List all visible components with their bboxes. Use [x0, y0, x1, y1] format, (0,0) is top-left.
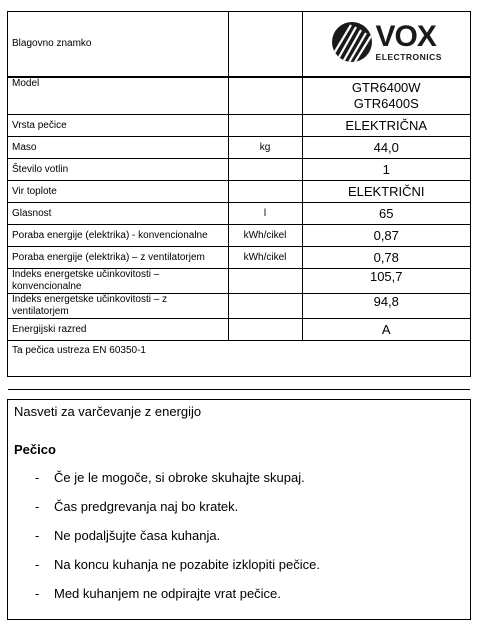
spec-label: Število votlin — [8, 159, 228, 181]
spec-value: 105,7 — [302, 269, 470, 294]
spec-value: 0,87 — [302, 225, 470, 247]
tip-text: Med kuhanjem ne odpirajte vrat pečice. — [54, 586, 281, 601]
trademark-label: Blagovno znamko — [8, 12, 228, 77]
spec-unit — [228, 181, 302, 203]
trademark-unit — [228, 12, 302, 77]
energy-tips-box — [7, 399, 471, 620]
table-row — [8, 181, 470, 203]
spec-unit: kWh/cikel — [228, 247, 302, 269]
table-row — [8, 294, 470, 319]
list-item — [14, 528, 464, 557]
spec-table — [8, 12, 470, 77]
spec-label: Energijski razred — [8, 319, 228, 341]
table-row — [8, 203, 470, 225]
list-item — [14, 470, 464, 499]
spec-label: Maso — [8, 137, 228, 159]
tip-text: Na koncu kuhanja ne pozabite izklopiti pečice. — [54, 557, 320, 572]
spec-value: A — [302, 319, 470, 341]
table-row — [8, 159, 470, 181]
spec-unit — [228, 269, 302, 294]
spec-label: Vrsta pečice — [8, 115, 228, 137]
spec-table-box — [7, 11, 471, 377]
table-row — [8, 225, 470, 247]
brand-subtitle: ELECTRONICS — [375, 52, 442, 63]
spec-rows — [8, 77, 470, 390]
table-row — [8, 115, 470, 137]
spec-label: Vir toplote — [8, 181, 228, 203]
spec-value: ELEKTRIČNI — [302, 181, 470, 203]
standard-note: Ta pečica ustreza EN 60350-1 — [8, 341, 470, 390]
list-item — [14, 586, 464, 615]
vox-stripes-icon — [331, 21, 373, 63]
tip-text: Čas predgrevanja naj bo kratek. — [54, 499, 239, 514]
tips-list — [14, 470, 464, 615]
spec-value: 94,8 — [302, 294, 470, 319]
spec-value: 65 — [302, 203, 470, 225]
dash-bullet-icon: - — [35, 499, 40, 514]
table-row — [8, 269, 470, 294]
spec-unit: kWh/cikel — [228, 225, 302, 247]
list-item — [14, 557, 464, 586]
spec-label: Indeks energetske učinkovitosti – z ventilatorjem — [8, 294, 228, 319]
table-row — [8, 137, 470, 159]
spec-value: GTR6400W GTR6400S — [302, 78, 470, 115]
spec-unit — [228, 115, 302, 137]
spec-value: ELEKTRIČNA — [302, 115, 470, 137]
spec-unit — [228, 294, 302, 319]
table-row-trademark — [8, 12, 470, 77]
list-item — [14, 499, 464, 528]
dash-bullet-icon: - — [35, 557, 40, 572]
spec-label: Glasnost — [8, 203, 228, 225]
table-row — [8, 319, 470, 341]
dash-bullet-icon: - — [35, 528, 40, 543]
spec-label: Indeks energetske učinkovitosti – konvencionalne — [8, 269, 228, 294]
spec-unit: kg — [228, 137, 302, 159]
table-row-note — [8, 341, 470, 390]
spec-unit — [228, 78, 302, 115]
tip-text: Ne podaljšujte časa kuhanja. — [54, 528, 221, 543]
tips-title: Nasveti za varčevanje z energijo — [14, 404, 202, 419]
spec-value: 0,78 — [302, 247, 470, 269]
brand-wordmark: VOX — [375, 20, 436, 54]
table-row — [8, 78, 470, 115]
spec-unit: l — [228, 203, 302, 225]
spec-unit — [228, 159, 302, 181]
tips-subtitle: Pečico — [14, 442, 56, 457]
vox-logo — [331, 21, 442, 63]
spec-label: Poraba energije (elektrika) - konvencionalne — [8, 225, 228, 247]
brand-logo-cell — [302, 12, 470, 77]
spec-label: Poraba energije (elektrika) – z ventilatorjem — [8, 247, 228, 269]
spec-unit — [228, 319, 302, 341]
dash-bullet-icon: - — [35, 470, 40, 485]
table-row — [8, 247, 470, 269]
spec-value: 1 — [302, 159, 470, 181]
dash-bullet-icon: - — [35, 586, 40, 601]
spec-label: Model — [8, 78, 228, 115]
tip-text: Če je le mogoče, si obroke skuhajte skupaj. — [54, 470, 305, 485]
spec-value: 44,0 — [302, 137, 470, 159]
